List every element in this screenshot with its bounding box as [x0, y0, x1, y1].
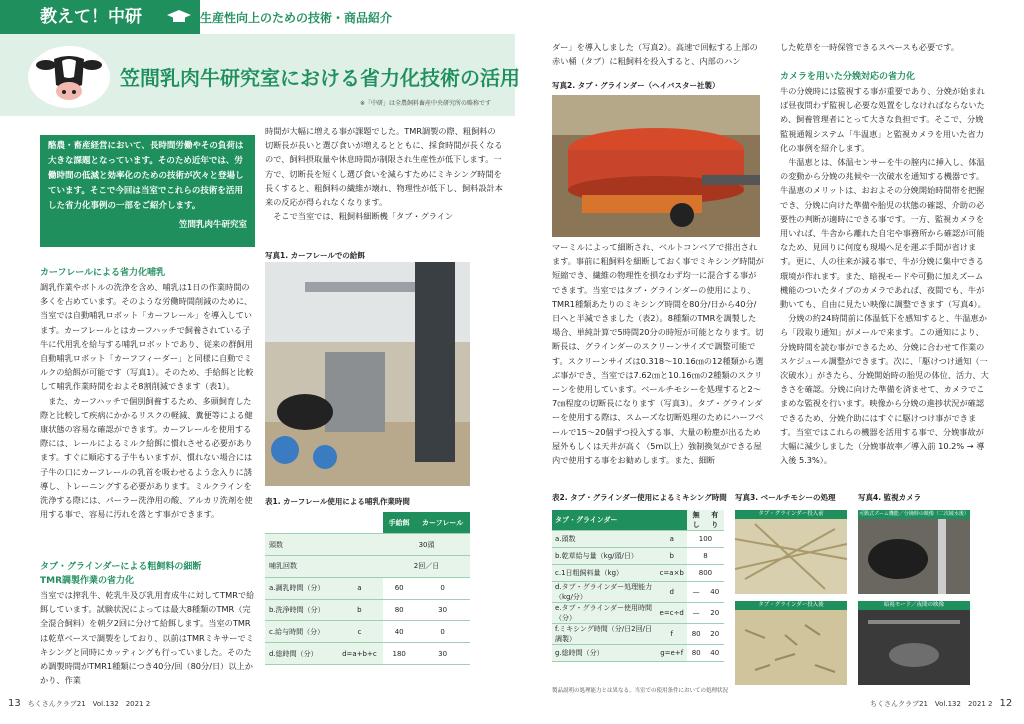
row-sym: e=c÷d	[657, 603, 687, 624]
row-value: 30	[415, 599, 470, 621]
photo4-zoom-label: 可動式ズーム機能／分娩時の映像（二次破水後）	[859, 511, 969, 517]
row-value: 40	[705, 582, 724, 603]
photo3-before-label: タブ・グラインダー投入前	[735, 510, 847, 519]
table-row	[552, 531, 724, 548]
section2-body: 当室では搾乳牛、乾乳牛及び乳用育成牛に対してTMRで給餌しています。試験状況によっては最大8種類のTMR（完全混合飼料）を朝夕2回に分けて給餌します。当室のTMRは乾草ベースで調製をしており、以前はTMRミキサーでミキシングと同時にカッティングも行っていました。そのため調製時間がTMR1種類につき40分/回（80分/日）以上かかり、作業	[40, 590, 255, 686]
left-column	[40, 266, 255, 556]
row-sym: a	[657, 531, 687, 548]
left-column-bottom	[40, 560, 255, 710]
cow-icon	[34, 51, 104, 103]
row-value: 30頭	[383, 534, 470, 556]
row-sym: c	[336, 621, 383, 643]
chopped-hay-photo	[735, 610, 847, 685]
row-label: 哺乳回数	[265, 556, 336, 578]
table-row	[552, 565, 724, 582]
row-value: 80	[383, 599, 415, 621]
camera-zoom-photo	[858, 519, 970, 594]
tub-grinder-photo	[552, 95, 760, 237]
section-tag-label: 教えて！中研	[40, 7, 142, 27]
photo1-calf-rail	[265, 262, 470, 486]
magazine-info: ちくさんクラブ21 Vol.132 2021 2	[870, 700, 993, 708]
left-page-number	[8, 698, 150, 709]
abbrev-note: ※「中研」は全農飼料畜産中央研究所の略称です	[360, 100, 492, 107]
table1-caption: 表1. カーフレール使用による哺乳作業時間	[265, 497, 410, 506]
photo2-caption: 写真2. タブ・グラインダー（ヘイバスター社製）	[552, 81, 720, 90]
row-value: 2回／日	[383, 556, 470, 578]
lead-byline: 笠間乳肉牛研究室	[178, 220, 247, 230]
magazine-info: ちくさんクラブ21 Vol.132 2021 2	[27, 700, 151, 708]
row-value: 0	[415, 577, 470, 599]
table-row	[265, 621, 470, 643]
row-label: e.タブ・グラインダー使用時間（分）	[552, 603, 657, 624]
section-subtitle: 生産性向上のための技術・商品紹介	[200, 11, 393, 25]
row-sym: a	[336, 577, 383, 599]
row-sym	[336, 556, 383, 578]
cow-logo	[28, 46, 110, 108]
row-label: 頭数	[265, 534, 336, 556]
page-number: 13	[8, 698, 21, 709]
table2	[552, 510, 724, 662]
page-number: 12	[999, 698, 1013, 709]
row-label: d.総時間（分）	[265, 643, 336, 665]
right-page-number	[870, 698, 1012, 709]
mortarboard-icon	[166, 8, 192, 26]
lead-text: 酪農・畜産経営において、長時間労働やその負荷は大きな課題となっています。そのため近年では、労働時間の低減と効率化のための技術が次々と登場しています。そこで今回は当室でこれらの技術を活用した省力化事例の一部をご紹介します。	[48, 141, 244, 211]
table1-corner	[265, 512, 336, 534]
col4-top: した乾草を一時保管できるスペースも必要です。	[780, 42, 960, 52]
photo3-after	[735, 601, 847, 685]
row-sym: g=e+f	[657, 645, 687, 662]
table2-col-head: 有り	[705, 510, 724, 531]
table2-corner: タブ・グラインダー	[552, 510, 687, 531]
table-row	[552, 582, 724, 603]
row-label: a.頭数	[552, 531, 657, 548]
section3-body: 牛の分娩時には監視する事が重要であり、分娩が始まれば昼夜問わず監視し必要な処置をしなければならないため、飼養管理者にとって大きな負担です。そこで、分娩監視通報システム「牛温恵」と監視カメラを用いた省力化の事例を紹介します。 牛温恵とは、体温センサーを牛の膣内に挿入し、体温の変動から分娩の兆候や一次破水を通知する機器です。牛温恵のメリットは、おおよその分娩開始時間帯を把握でき、分娩に向けた準備や胎児の状態の確認、介助の必要性の判断が適時にできる事です。一方、監視カメラを用いれば、牛舎から離れた自宅や事務所から確認が可能なため、見回りに何度も現場へ足を運ぶ手間が省けます。更に、人の往来が減る事で、牛が分娩に集中できる環境が作れます。また、暗視モードや可動に加えズーム機能のついたタイプのカメラであれば、夜間でも、牛が動いても、自由に見たい映像に調整できます（写真4）。 分娩の約24時間前に体温低下を感知すると、牛温恵から「段取り通知」がメールで来ます。この通知により、分娩時間を読む事ができるため、分娩に合わせて作業のスケジュール調整ができます。次に、「駆けつけ通知（一次破水）」がきたら、分娩開始時の胎児の体位、活力、大きさを確認。分娩に向けた準備を済ませて、カメラでこまめな監視を行います。映像から分娩の進捗状況が確認できるため、分娩介助にはすぐに駆けつけ事ができます。当室ではこれらの機器を活用する事で、分娩事故が大幅に減少しました（分娩事故率／導入前 10.2% → 導入後 5.3%）。	[780, 86, 989, 466]
hay-photo	[735, 519, 847, 594]
row-value: 30	[415, 643, 470, 665]
article-title: 笠間乳肉牛研究室における省力化技術の活用	[120, 66, 520, 90]
table-row	[265, 534, 470, 556]
row-label: d.タブ・グラインダー処理能力（kg/分）	[552, 582, 657, 603]
row-label: c.給与時間（分）	[265, 621, 336, 643]
photo4-night-label: 暗視モード／夜間の映像	[858, 601, 970, 610]
table-row	[552, 645, 724, 662]
photo3-caption: 写真3. ベールチモシーの処理	[735, 493, 836, 502]
section1-heading: カーフレールによる省力化哺乳	[40, 268, 166, 278]
section3-heading: カメラを用いた分娩対応の省力化	[780, 72, 916, 82]
row-value: —	[687, 582, 706, 603]
col2-body: 時間が大幅に増える事が課題でした。TMR調製の際、粗飼料の切断長が長いと選び食いが増えるとともに、採食時間が長くなるので、飼料摂取量や休息時間が制限され生産性が低下します。一方で、切断長を短くし選び食いを減らすためにミキシング時間を長くすると、粗飼料の繊維が壊れ、物理性が低下し、飼料設計本来の反応が得られなくなります。 そこで当室では、粗飼料細断機「タブ・グライン	[265, 126, 503, 222]
row-value: 20	[705, 624, 724, 645]
row-sym: b	[657, 548, 687, 565]
row-value: 100	[687, 531, 724, 548]
photo4-caption: 写真4. 監視カメラ	[858, 493, 922, 502]
row-value: —	[687, 603, 706, 624]
table-row	[552, 624, 724, 645]
section1-body: 調乳作業やボトルの洗浄を含め、哺乳は1日の作業時間の多くを占めています。そのような労働時間削減のために、当室では自動哺乳ロボット「カーフレール」を導入しています。カーフレールとはカーフハッチで飼養されている子牛に代用乳を給与する哺乳ロボットであり、従来の群飼用自動哺乳ロボット「カーフフィーダー」と同様に自動でミルクの給餌が可能です（写真1）。そのため、手給餌と比較して哺乳作業時間をおよそ8割削減できます（表1）。 また、カーフハッチで個別飼養するため、多頭飼育した際と比較して疾病にかかるリスクの軽減、糞便等による健康状態の容易な確認ができます。カーフレールを使用する際には、レールによるミルク給餌に慣れさせる必要があります。すぐに順応する子牛もいますが、慣れない場合には子牛の口にカーフレールの乳首を吸わせるよう念入りに誘導し、トレーニングする必要があります。ミルクラインを洗浄する際には、パーラー洗浄用の酸、アルカリ洗剤を使用する事で、容易に汚れを落とす事ができます。	[40, 282, 254, 520]
table2-col-head: 無し	[687, 510, 706, 531]
section2-heading-1: タブ・グラインダーによる粗飼料の細断	[40, 562, 202, 572]
table1	[265, 512, 470, 665]
table-row	[552, 603, 724, 624]
row-value: 800	[687, 565, 724, 582]
table1-corner-sym	[336, 512, 383, 534]
row-value: 180	[383, 643, 415, 665]
photo2-tub-grinder	[552, 95, 760, 237]
night-vision-photo	[858, 610, 970, 685]
row-label: c.1日粗飼料量（kg）	[552, 565, 657, 582]
calf-rail-photo	[265, 262, 470, 486]
row-value: 40	[383, 621, 415, 643]
table-row	[265, 577, 470, 599]
table-row	[265, 643, 470, 665]
row-sym	[336, 534, 383, 556]
table-row	[265, 556, 470, 578]
table1-header-row	[265, 512, 470, 534]
lead-box	[40, 135, 255, 247]
photo1-caption: 写真1. カーフレールでの給餌	[265, 251, 365, 260]
table2-header-row	[552, 510, 724, 531]
table2-caption: 表2. タブ・グラインダー使用によるミキシング時間	[552, 493, 727, 502]
row-sym: b	[336, 599, 383, 621]
photo3-after-label: タブ・グラインダー投入後	[735, 601, 847, 610]
row-value: 8	[687, 548, 724, 565]
photo3-before	[735, 510, 847, 594]
table1-col-head: 手給餌	[383, 512, 415, 534]
section2-heading-2: TMR調製作業の省力化	[40, 576, 135, 586]
row-sym: c=a×b	[657, 565, 687, 582]
col3-top: ダー」を導入しました（写真2）。高速で回転する上部の赤い桶（タブ）に粗飼料を投入すると、内部のハン	[552, 42, 758, 67]
table-row	[552, 548, 724, 565]
col3-body: マーミルによって細断され、ベルトコンベアで排出されます。事前に粗飼料を細断しておく事でミキシング時間が短縮でき、繊維の物理性を損なわず均一に混合する事ができます。当室ではタブ・グラインダーの使用により、TMR1種類あたりのミキシング時間を80分/日から40分/日へと半減できました（表2）。8種類のTMRを調製した場合、単純計算で5時間20分の時短が可能となります。切断長は、グラインダーのスクリーンサイズで調整可能です。スクリーンサイズは0.318～10.16㎝の12種類から選ぶ事ができ、当室では7.62㎝と10.16㎝の2種類のスクリーンを使用しています。ベールチモシーを処理すると2～7㎝程度の切断長になります（写真3）。タブ・グラインダーを使用する際は、スムーズな切断処理のためにハーフベールで15～20個ずつ投入する事、大量の粉塵が出るため屋外もしくは天井が高く（5m以上）強制換気ができる屋内で使用する事をお勧めします。また、細断	[552, 242, 764, 466]
row-label: f.ミキシング時間（分/日2回/日調製）	[552, 624, 657, 645]
row-sym: f	[657, 624, 687, 645]
row-sym: d=a+b+c	[336, 643, 383, 665]
row-label: b.洗浄時間（分）	[265, 599, 336, 621]
row-label: g.総時間（分）	[552, 645, 657, 662]
row-value: 40	[705, 645, 724, 662]
table-row	[265, 599, 470, 621]
photo4-zoom	[858, 510, 970, 594]
table2-note: 製品説明の処理能力とは異なる。当室での使用条件においての処理状況	[552, 688, 729, 694]
row-value: 20	[705, 603, 724, 624]
photo4-night	[858, 601, 970, 685]
row-value: 0	[415, 621, 470, 643]
row-label: a.調乳時間（分）	[265, 577, 336, 599]
row-sym: d	[657, 582, 687, 603]
row-label: b.乾草給与量（kg/頭/日）	[552, 548, 657, 565]
row-value: 80	[687, 624, 706, 645]
row-value: 60	[383, 577, 415, 599]
table1-col-head: カーフレール	[415, 512, 470, 534]
row-value: 80	[687, 645, 706, 662]
right-column	[780, 70, 990, 490]
